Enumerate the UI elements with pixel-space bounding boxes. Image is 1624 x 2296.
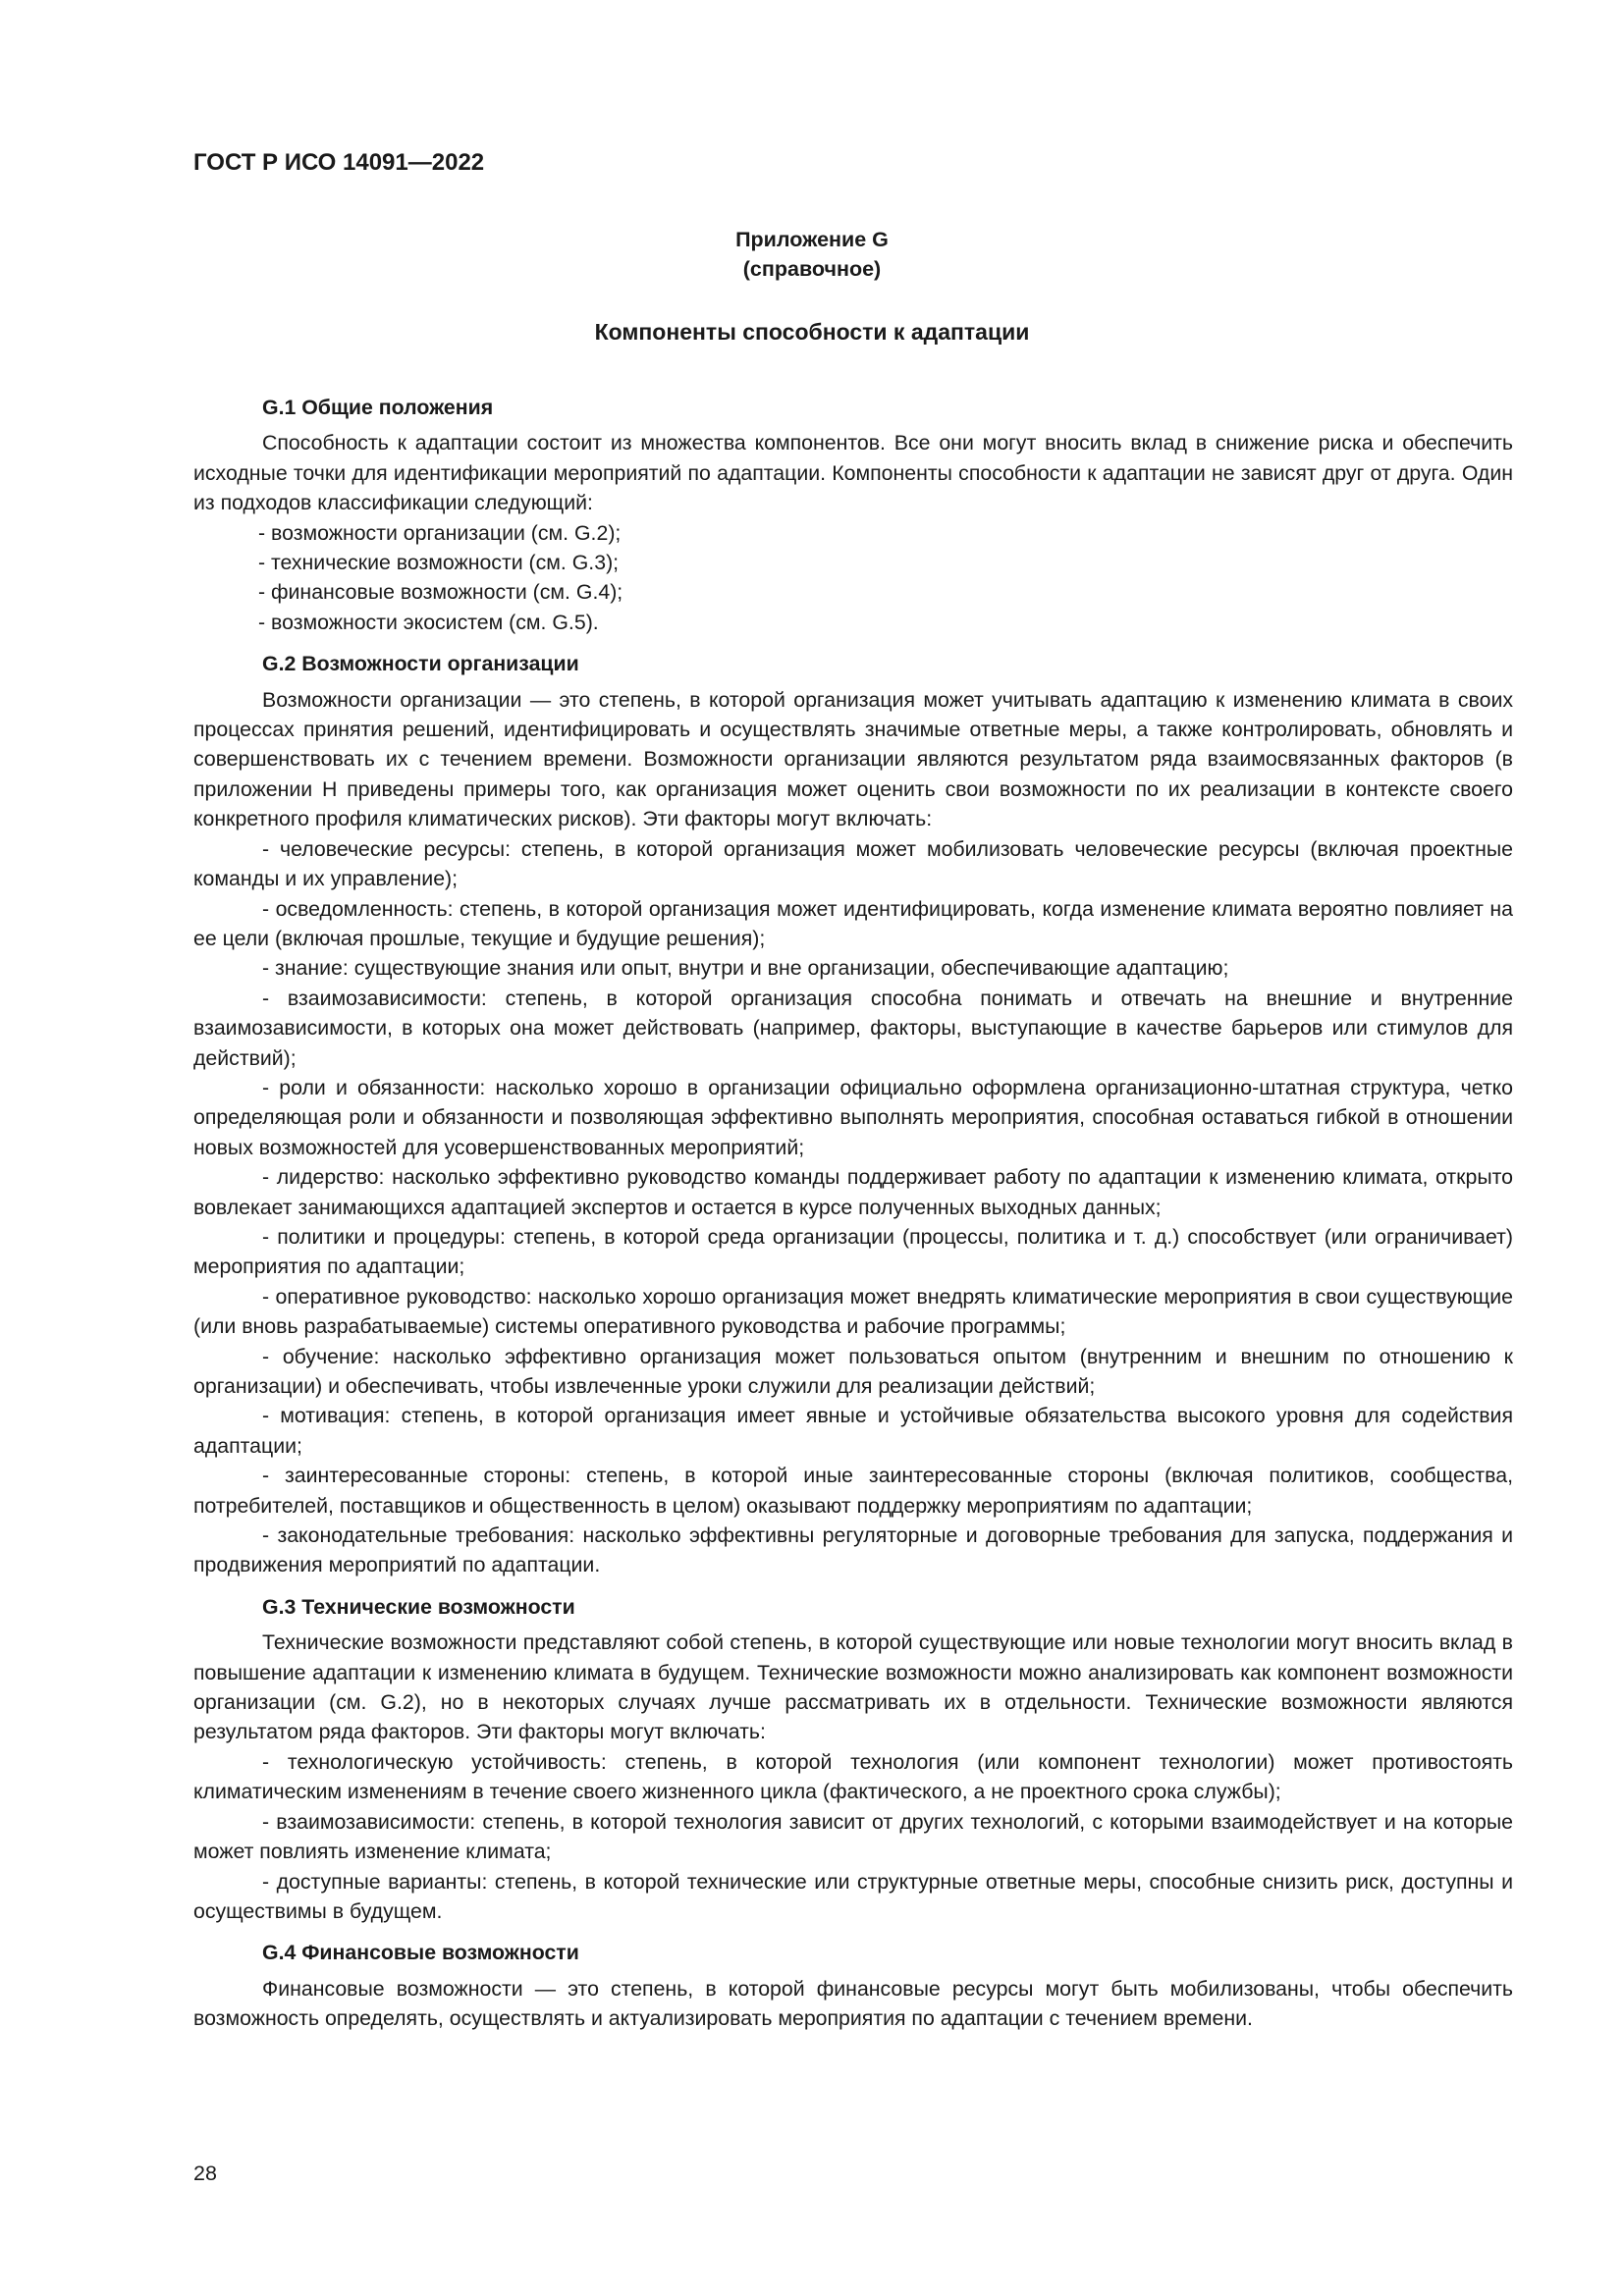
- document-body: [193, 393, 1513, 2034]
- list-item: - обучение: насколько эффективно организация может пользоваться опытом (внутренним и внешним по отношению к организации) и обеспечивать, чтобы извлеченные уроки служили для реализации действий;: [193, 1344, 1513, 1398]
- section-g3-intro: Технические возможности представляют собой степень, в которой существующие или новые технологии могут вносить вклад в повышение адаптации к изменению климата в будущем. Технические возможности можно анализировать как компонент возможности организации (см. G.2), но в некоторых случаях лучше рассматривать их в отдельности. Технические возможности являются результатом ряда факторов. Эти факторы могут включать:: [193, 1630, 1513, 1744]
- section-g1-heading: G.1 Общие положения: [262, 396, 494, 419]
- list-item: - роли и обязанности: насколько хорошо в организации официально оформлена организационно-штатная структура, четко определяющая роли и обязанности и позволяющая эффективно выполнять мероприятия, способная оставаться гибкой в отношении новых возможностей для усовершенствованных мероприятий;: [193, 1075, 1513, 1159]
- list-item: - доступные варианты: степень, в которой технические или структурные ответные меры, способные снизить риск, доступны и осуществимы в будущем.: [193, 1869, 1513, 1923]
- list-item: - возможности организации (см. G.2);: [258, 520, 622, 545]
- appendix-title: Приложение G: [735, 228, 889, 251]
- section-g3-list: [193, 1747, 1513, 1926]
- list-item: - взаимозависимости: степень, в которой организация способна понимать и отвечать на внешние и внутренние взаимозависимости, в которых она может действовать (например, факторы, выступающие в качестве барьеров или стимулов для действий);: [193, 986, 1513, 1070]
- page-number: 28: [193, 2162, 217, 2185]
- list-item: - осведомленность: степень, в которой организация может идентифицировать, когда изменение климата вероятно повлияет на ее цели (включая прошлые, текущие и будущие решения);: [193, 896, 1513, 950]
- list-item: - мотивация: степень, в которой организация имеет явные и устойчивые обязательства высокого уровня для содействия адаптации;: [193, 1404, 1513, 1458]
- page-title: Компоненты способности к адаптации: [594, 319, 1030, 345]
- section-g2-heading: G.2 Возможности организации: [262, 652, 579, 676]
- document-header: ГОСТ Р ИСО 14091—2022: [193, 149, 485, 176]
- list-item: - финансовые возможности (см. G.4);: [258, 580, 623, 605]
- appendix-note: (справочное): [742, 257, 882, 281]
- section-g4-intro: Финансовые возможности — это степень, в которой финансовые ресурсы могут быть мобилизованы, чтобы обеспечить возможность определять, осуществлять и актуализировать мероприятия по адаптации с течением времени.: [193, 1976, 1513, 2031]
- list-item: - оперативное руководство: насколько хорошо организация может внедрять климатические мероприятия в свои существующие (или вновь разрабатываемые) системы оперативного руководства и рабочие программы;: [193, 1284, 1513, 1339]
- section-g1-list: [193, 518, 1513, 638]
- list-item: - законодательные требования: насколько эффективны регуляторные и договорные требования для запуска, поддержания и продвижения мероприятий по адаптации.: [193, 1523, 1513, 1577]
- list-item: - взаимозависимости: степень, в которой технология зависит от других технологий, с которыми взаимодействует и на которые может повлиять изменение климата;: [193, 1809, 1513, 1864]
- appendix-heading: [0, 225, 1624, 284]
- list-item: - лидерство: насколько эффективно руководство команды поддерживает работу по адаптации к изменению климата, открыто вовлекает занимающихся адаптацией экспертов и остается в курсе полученных выходных данных;: [193, 1165, 1513, 1219]
- list-item: - знание: существующие знания или опыт, внутри и вне организации, обеспечивающие адаптацию;: [262, 956, 1229, 981]
- list-item: - возможности экосистем (см. G.5).: [258, 610, 599, 634]
- list-item: - заинтересованные стороны: степень, в которой иные заинтересованные стороны (включая политиков, сообщества, потребителей, поставщиков и общественность в целом) оказывают поддержку мероприятиям по адаптации;: [193, 1464, 1513, 1518]
- list-item: - человеческие ресурсы: степень, в которой организация может мобилизовать человеческие ресурсы (включая проектные команды и их управление);: [193, 836, 1513, 891]
- section-g1-intro: Способность к адаптации состоит из множества компонентов. Все они могут вносить вклад в снижение риска и обеспечить исходные точки для идентификации мероприятий по адаптации. Компоненты способности к адаптации не зависят друг от друга. Один из подходов классификации следующий:: [193, 431, 1513, 515]
- section-g2-list: [193, 834, 1513, 1580]
- list-item: - технологическую устойчивость: степень, в которой технология (или компонент технологии) может противостоять климатическим изменениям в течение своего жизненного цикла (фактического, а не проектного срока службы);: [193, 1749, 1513, 1804]
- section-g3-heading: G.3 Технические возможности: [262, 1594, 575, 1619]
- section-g2-intro: Возможности организации — это степень, в которой организация может учитывать адаптацию к изменению климата в своих процессах принятия решений, идентифицировать и осуществлять значимые ответные меры, а также контролировать, обновлять и совершенствовать их с течением времени. Возможности организации являются результатом ряда взаимосвязанных факторов (в приложении H приведены примеры того, как организация может оценить свои возможности по их реализации в контексте своего конкретного профиля климатических рисков). Эти факторы могут включать:: [193, 687, 1513, 831]
- list-item: - технические возможности (см. G.3);: [258, 551, 620, 575]
- list-item: - политики и процедуры: степень, в которой среда организации (процессы, политика и т. д.) способствует (или ограничивает) мероприятия по адаптации;: [193, 1224, 1513, 1279]
- section-g4-heading: G.4 Финансовые возможности: [262, 1941, 579, 1965]
